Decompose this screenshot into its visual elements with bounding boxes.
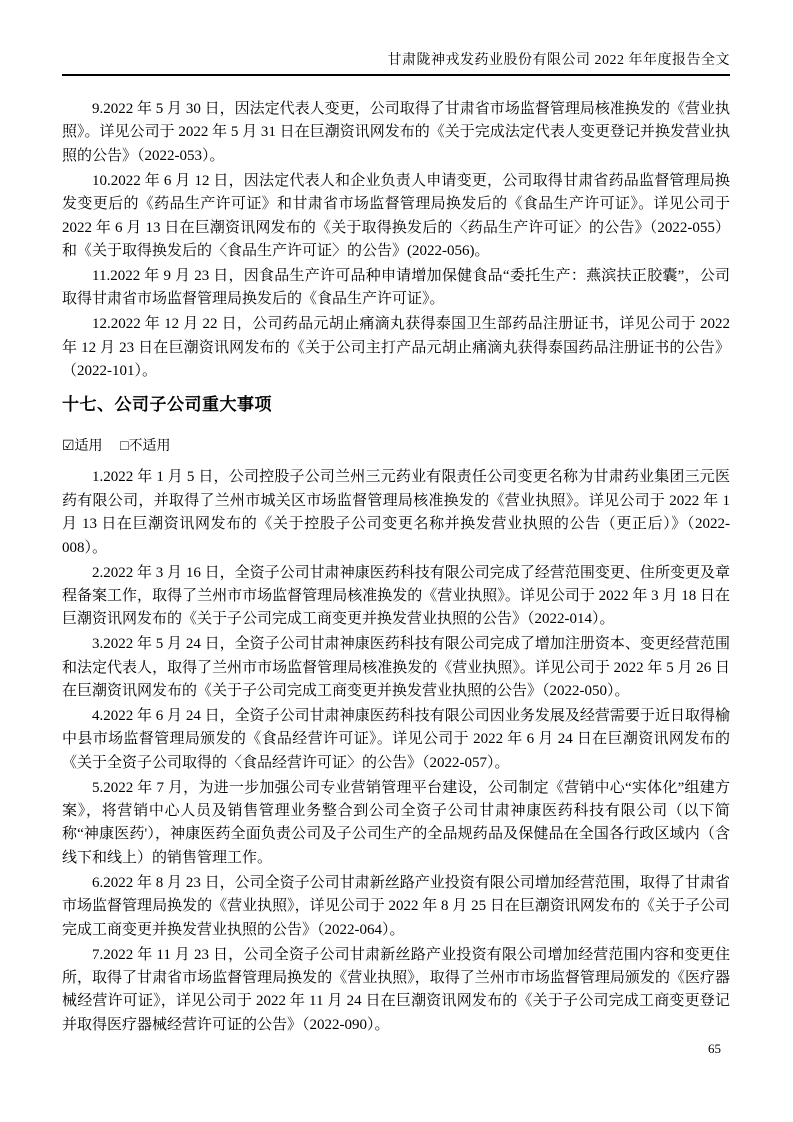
paragraph-9: 9.2022 年 5 月 30 日，因法定代表人变更，公司取得了甘肃省市场监督管理局核准换发的《营业执照》。详见公司于 2022 年 5 月 31 日在巨潮资讯网发布的《关于完成法定代表人变更登记并换发营业执照的公告》（2022-053）。 bbox=[62, 101, 730, 164]
sub-paragraph-2: 2.2022 年 3 月 16 日，全资子公司甘肃神康医药科技有限公司完成了经营范围变更、住所变更及章程备案工作，取得了兰州市市场监督管理局核准换发的《营业执照》。详见公司于 2022 年 3 月 18 日在巨潮资讯网发布的《关于子公司完成工商变更并换发营业执照的公告》（2022-014）。 bbox=[62, 564, 730, 628]
sub-paragraph-6: 6.2022 年 8 月 23 日，公司全资子公司甘肃新丝路产业投资有限公司增加经营范围，取得了甘肃省市场监督管理局换发的《营业执照》，详见公司于 2022 年 8 月 25 日在巨潮资讯网发布的《关于子公司完成工商变更并换发营业执照的公告》（2022-064）。 bbox=[62, 874, 730, 938]
page-content bbox=[62, 76, 730, 1037]
checkbox-not-applicable: □不适用 bbox=[120, 439, 171, 455]
sub-paragraph-7: 7.2022 年 11 月 23 日，公司全资子公司甘肃新丝路产业投资有限公司增加经营范围内容和变更住所，取得了甘肃省市场监督管理局换发的《营业执照》，取得了兰州市市场监督管理局颁发的《医疗器械经营许可证》，详见公司于 2022 年 11 月 24 日在巨潮资讯网发布的《关于子公司完成工商变更登记并取得医疗器械经营许可证的公告》（2022-090）。 bbox=[62, 946, 730, 1033]
section-heading: 十七、公司子公司重大事项 bbox=[62, 395, 272, 415]
sub-paragraph-3: 3.2022 年 5 月 24 日，全资子公司甘肃神康医药科技有限公司完成了增加注册资本、变更经营范围和法定代表人，取得了兰州市市场监督管理局核准换发的《营业执照》。详见公司于 2022 年 5 月 26 日在巨潮资讯网发布的《关于子公司完成工商变更并换发营业执照的公告》（2022-050）。 bbox=[62, 636, 730, 700]
paragraph-11: 11.2022 年 9 月 23 日，因食品生产许可品种申请增加保健食品“委托生产：燕滨扶正胶囊”，公司取得甘肃省市场监督管理局换发后的《食品生产许可证》。 bbox=[62, 267, 730, 308]
sub-paragraph-1: 1.2022 年 1 月 5 日，公司控股子公司兰州三元药业有限责任公司变更名称为甘肃药业集团三元医药有限公司，并取得了兰州市城关区市场监督管理局核准换发的《营业执照》。详见公司于 2022 年 1 月 13 日在巨潮资讯网发布的《关于控股子公司变更名称并换发营业执照的公告（更正后）》（2022-008）。 bbox=[62, 469, 730, 556]
checkbox-applicable: ☑适用 bbox=[62, 439, 103, 455]
header-title: 甘肃陇神戎发药业股份有限公司 2022 年年度报告全文 bbox=[387, 53, 730, 68]
paragraph-10: 10.2022 年 6 月 12 日，因法定代表人和企业负责人申请变更，公司取得甘肃省药品监督管理局换发变更后的《药品生产许可证》和甘肃省市场监督管理局换发后的《食品生产许可证》。详见公司于 2022 年 6 月 13 日在巨潮资讯网发布的《关于取得换发后的〈药品生产许可证〉的公告》（2022-055）和《关于取得换发后的〈食品生产许可证〉的公告》(2022-056)。 bbox=[62, 172, 730, 259]
paragraph-12: 12.2022 年 12 月 22 日，公司药品元胡止痛滴丸获得泰国卫生部药品注册证书，详见公司于 2022 年 12 月 23 日在巨潮资讯网发布的《关于公司主打产品元胡止痛滴丸获得泰国药品注册证书的公告》（2022-101）。 bbox=[62, 316, 730, 379]
page-header bbox=[62, 52, 730, 76]
page-number: 65 bbox=[708, 1041, 721, 1056]
sub-paragraph-5: 5.2022 年 7 月，为进一步加强公司专业营销管理平台建设，公司制定《营销中心“实体化”组建方案》，将营销中心人员及销售管理业务整合到公司全资子公司甘肃神康医药科技有限公司（以下简称“神康医药'），神康医药全面负责公司及子公司生产的全品规药品及保健品在全国各行政区域内（含线下和线上）的销售管理工作。 bbox=[62, 779, 730, 866]
subsidiary-paragraphs bbox=[62, 466, 730, 1037]
applicability-row bbox=[62, 438, 730, 456]
sub-paragraph-4: 4.2022 年 6 月 24 日，全资子公司甘肃神康医药科技有限公司因业务发展及经营需要于近日取得榆中县市场监督管理局颁发的《食品经营许可证》。详见公司于 2022 年 6 月 24 日在巨潮资讯网发布的《关于全资子公司取得的〈食品经营许可证〉的公告》（2022-057）。 bbox=[62, 707, 730, 771]
